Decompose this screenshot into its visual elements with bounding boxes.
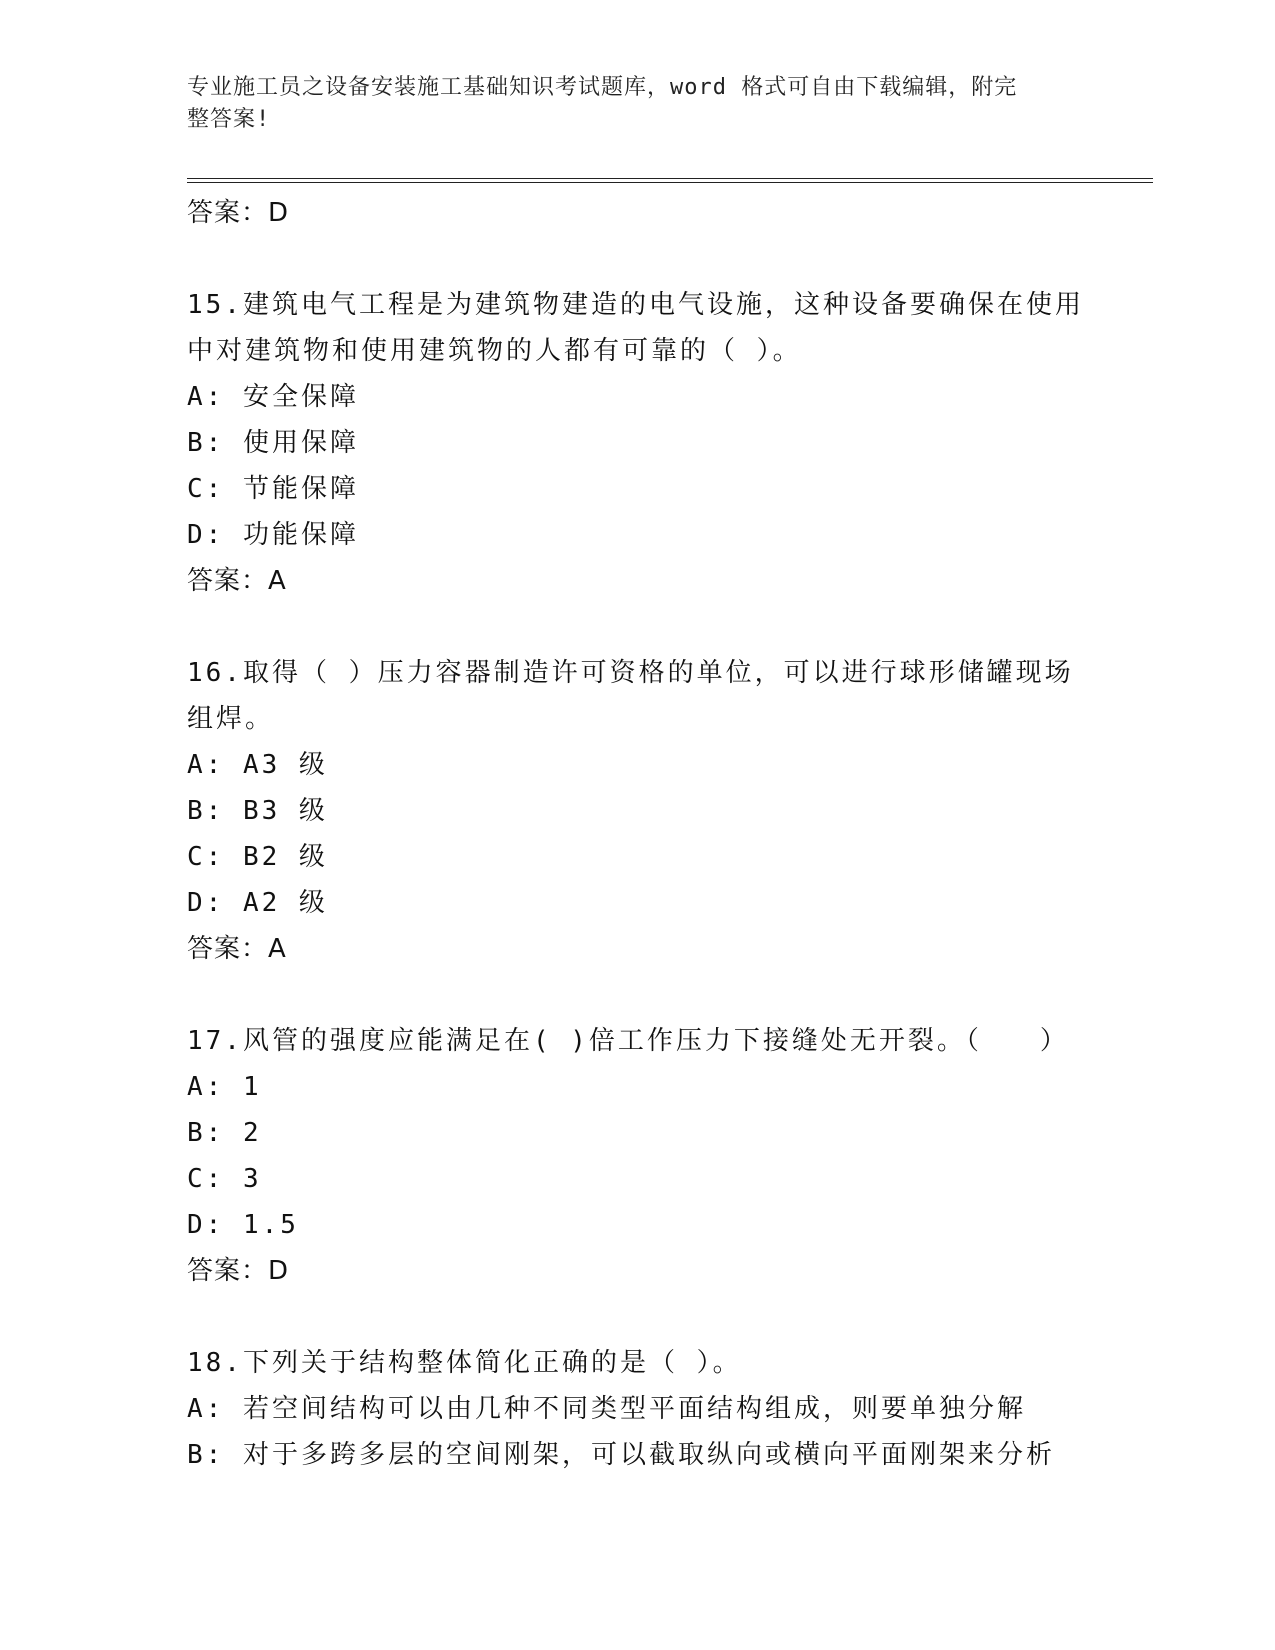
answer-label: 答案：	[187, 934, 269, 964]
option-a: A: A3 级	[187, 750, 328, 780]
answer-label: 答案：	[187, 198, 269, 228]
question-stem-line: 中对建筑物和使用建筑物的人都有可靠的（ ）。	[187, 336, 802, 366]
option-c: C: 3	[187, 1164, 262, 1194]
document-body	[187, 190, 1117, 1478]
question-16	[187, 650, 1117, 972]
header-title-line-2: 整答案!	[187, 107, 271, 132]
page-header	[187, 72, 1087, 136]
option-c: C: 节能保障	[187, 474, 359, 504]
spacer	[187, 1294, 1117, 1340]
question-stem-line: 16.取得（ ）压力容器制造许可资格的单位，可以进行球形储罐现场	[187, 658, 1074, 688]
answer-label: 答案：	[187, 566, 269, 596]
answer-line	[187, 558, 1117, 604]
question-18	[187, 1340, 1117, 1478]
option-b: B: B3 级	[187, 796, 328, 826]
answer-line	[187, 926, 1117, 972]
question-17	[187, 1018, 1117, 1294]
question-15	[187, 282, 1117, 604]
answer-line	[187, 190, 1117, 236]
header-title-line-1: 专业施工员之设备安装施工基础知识考试题库，word 格式可自由下载编辑，附完	[187, 75, 1018, 100]
option-d: D: A2 级	[187, 888, 328, 918]
answer-value: D	[268, 1256, 290, 1286]
spacer	[187, 604, 1117, 650]
option-d: D: 1.5	[187, 1210, 299, 1240]
answer-value: A	[268, 566, 287, 596]
option-b: B: 2	[187, 1118, 262, 1148]
answer-label: 答案：	[187, 1256, 269, 1286]
spacer	[187, 972, 1117, 1018]
question-stem-line: 15.建筑电气工程是为建筑物建造的电气设施，这种设备要确保在使用	[187, 290, 1084, 320]
option-a: A: 1	[187, 1072, 262, 1102]
question-stem-line: 组焊。	[187, 704, 275, 734]
option-a: A: 安全保障	[187, 382, 359, 412]
answer-line	[187, 1248, 1117, 1294]
option-b: B: 对于多跨多层的空间刚架，可以截取纵向或横向平面刚架来分析	[187, 1440, 1055, 1470]
option-a: A: 若空间结构可以由几种不同类型平面结构组成，则要单独分解	[187, 1394, 1026, 1424]
header-divider	[187, 178, 1153, 183]
option-d: D: 功能保障	[187, 520, 359, 550]
question-stem-line: 18.下列关于结构整体简化正确的是（ ）。	[187, 1348, 742, 1378]
option-c: C: B2 级	[187, 842, 328, 872]
spacer	[187, 236, 1117, 282]
answer-value: D	[268, 198, 290, 228]
question-stem-line: 17.风管的强度应能满足在( )倍工作压力下接缝处无开裂。（ ）	[187, 1026, 1069, 1056]
answer-value: A	[268, 934, 287, 964]
option-b: B: 使用保障	[187, 428, 359, 458]
